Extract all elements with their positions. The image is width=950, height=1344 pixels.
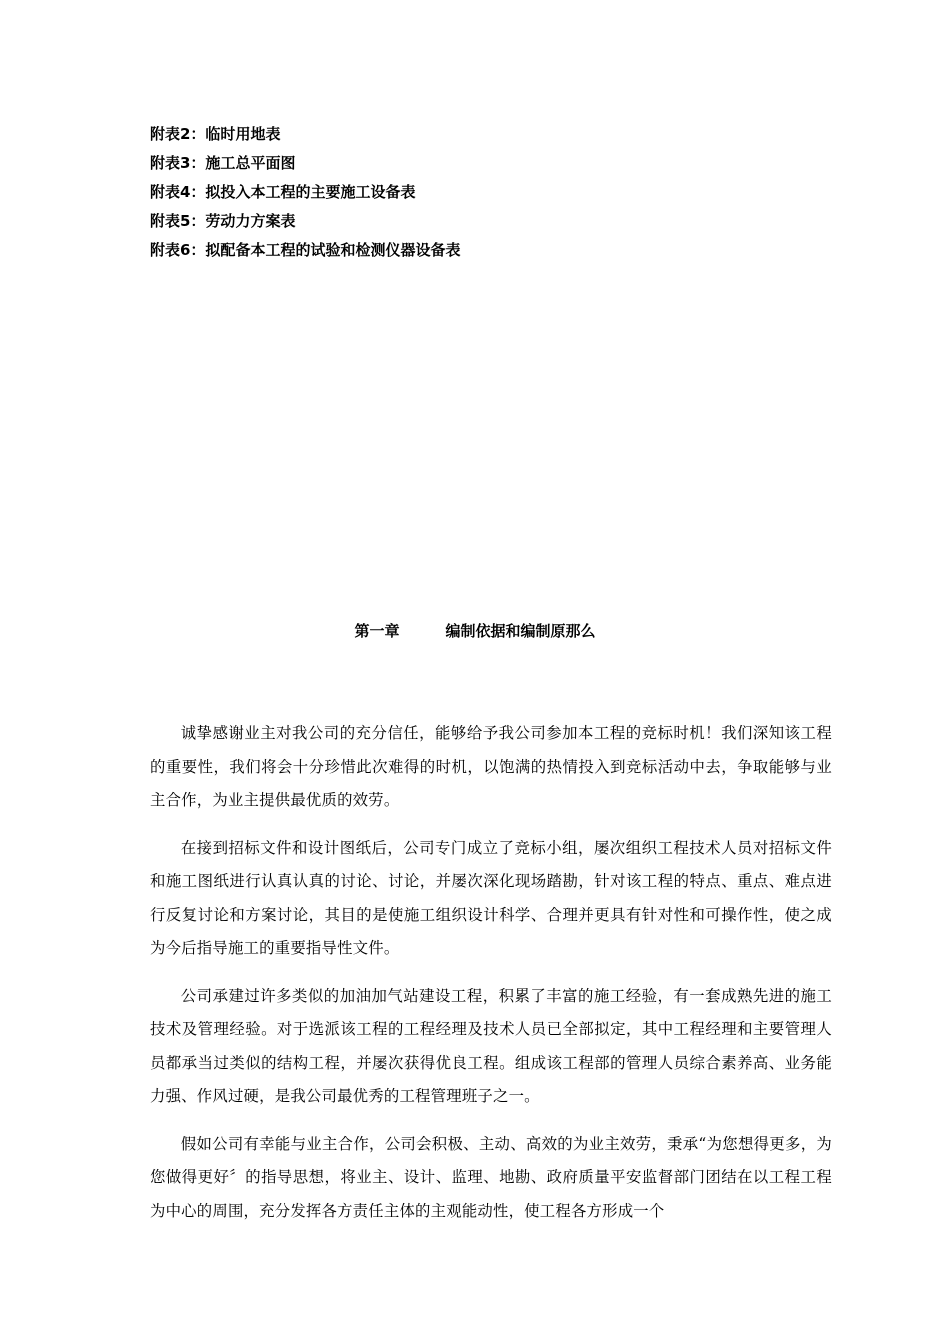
chapter-heading <box>0 618 950 644</box>
body-text <box>150 717 832 1242</box>
appendix-item: 附表2：临时用地表 <box>150 125 281 143</box>
appendix-list <box>150 120 850 265</box>
chapter-number: 第一章 <box>354 622 400 640</box>
appendix-item: 附表3：施工总平面图 <box>150 154 296 172</box>
appendix-item: 附表6：拟配备本工程的试验和检测仪器设备表 <box>150 241 461 259</box>
paragraph: 在接到招标文件和设计图纸后，公司专门成立了竞标小组，屡次组织工程技术人员对招标文件和施工图纸进行认真认真的讨论、讨论，并屡次深化现场踏勘，针对该工程的特点、重点、难点进行反复讨论和方案讨论，其目的是使施工组织设计科学、合理并更具有针对性和可操作性，使之成为今后指导施工的重要指导性文件。 <box>150 838 832 957</box>
paragraph: 假如公司有幸能与业主合作，公司会积极、主动、高效的为业主效劳，秉承“为您想得更多，为您做得更好〞的指导思想，将业主、设计、监理、地勘、政府质量平安监督部门团结在以工程工程为中心的周围，充分发挥各方责任主体的主观能动性，使工程各方形成一个 <box>150 1134 832 1220</box>
appendix-item: 附表5：劳动力方案表 <box>150 212 296 230</box>
paragraph: 诚挚感谢业主对我公司的充分信任，能够给予我公司参加本工程的竞标时机！我们深知该工程的重要性，我们将会十分珍惜此次难得的时机，以饱满的热情投入到竞标活动中去，争取能够与业主合作，为业主提供最优质的效劳。 <box>150 724 832 809</box>
appendix-item: 附表4：拟投入本工程的主要施工设备表 <box>150 183 416 201</box>
paragraph: 公司承建过许多类似的加油加气站建设工程，积累了丰富的施工经验，有一套成熟先进的施工技术及管理经验。对于选派该工程的工程经理及技术人员已全部拟定，其中工程经理和主要管理人员都承当过类似的结构工程，并屡次获得优良工程。组成该工程部的管理人员综合素养高、业务能力强、作风过硬，是我公司最优秀的工程管理班子之一。 <box>150 986 832 1105</box>
chapter-title: 编制依据和编制原那么 <box>445 622 596 640</box>
